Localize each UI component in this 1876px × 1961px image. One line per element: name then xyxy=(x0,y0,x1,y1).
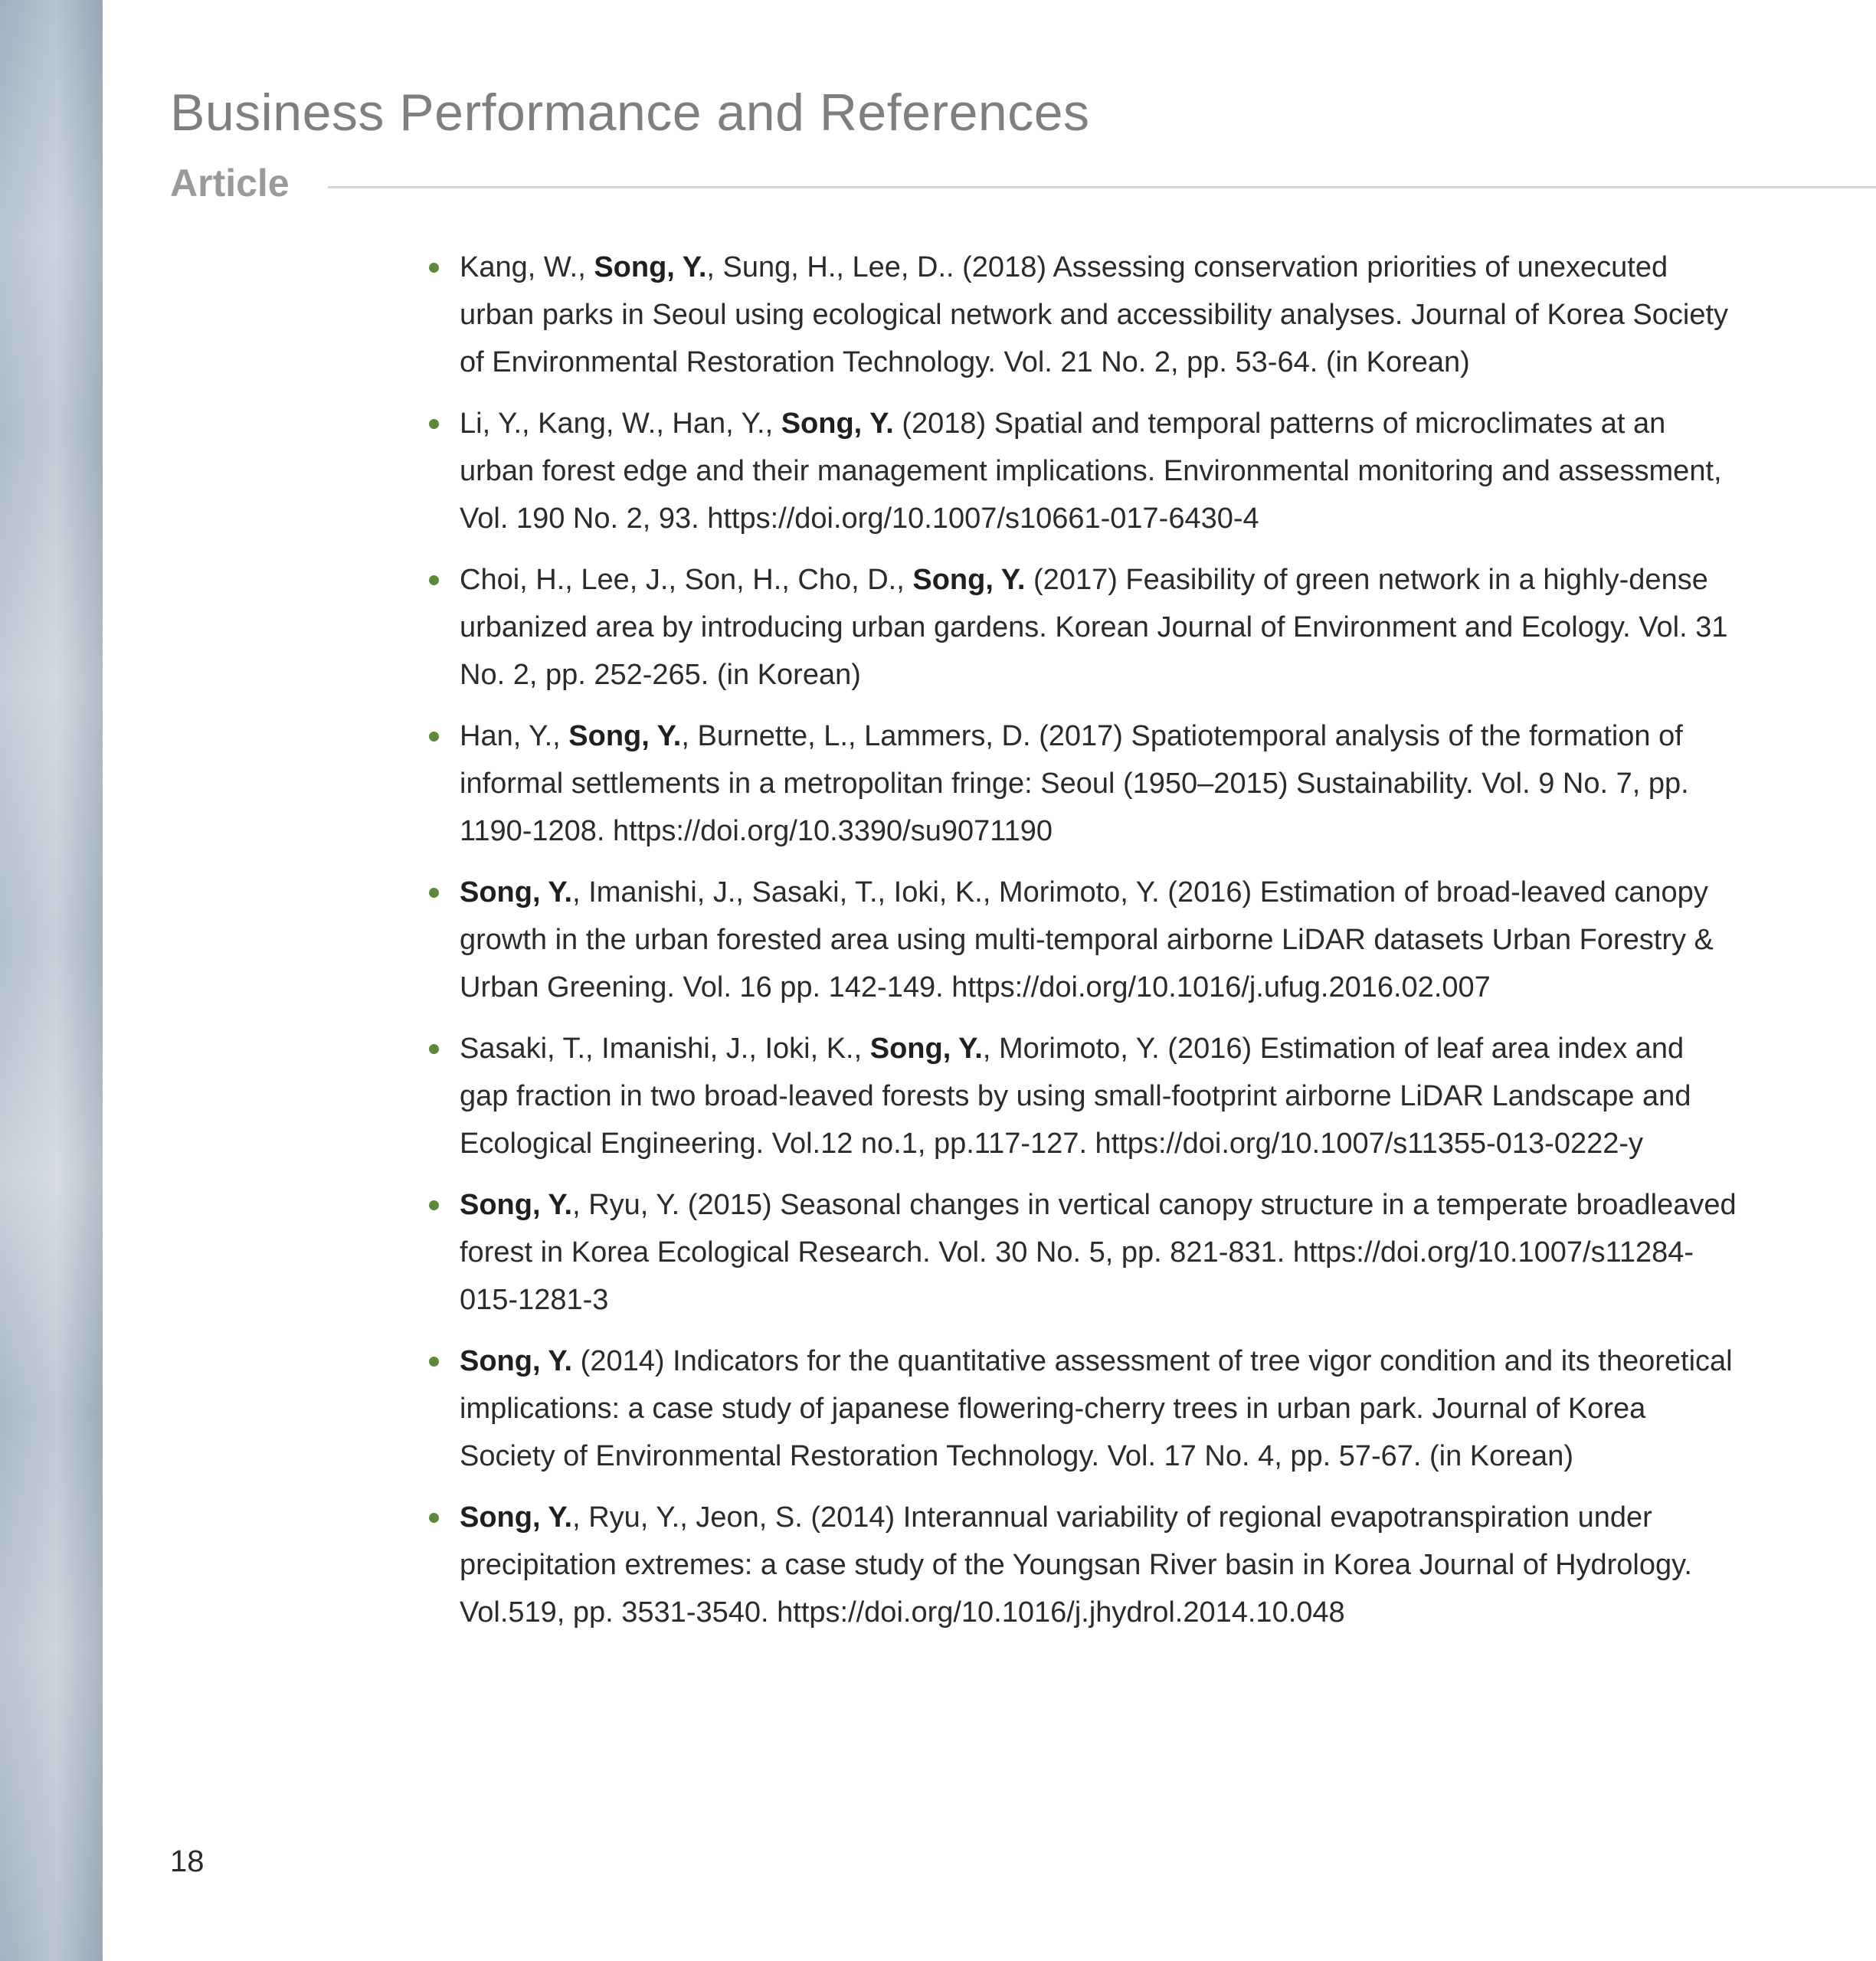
reference-item xyxy=(423,244,1740,386)
bullet-icon xyxy=(429,888,439,898)
reference-list xyxy=(423,244,1740,1650)
highlighted-author: Song, Y. xyxy=(460,1345,573,1377)
decorative-side-strip xyxy=(0,0,103,1961)
highlighted-author: Song, Y. xyxy=(568,720,682,752)
section-label: Article xyxy=(170,162,290,205)
highlighted-author: Song, Y. xyxy=(460,1189,573,1221)
reference-item xyxy=(423,400,1740,542)
reference-text: , Ryu, Y., Jeon, S. (2014) Interannual variability of regional evapotranspiration under precipitation extremes: a case study of the Youngsan River basin in Korea Journal of Hydrology. Vol.519, pp. 3531-3540. https://doi.org/10.1016/j.jhydrol.2014.10.048 xyxy=(460,1501,1692,1629)
reference-item xyxy=(423,1337,1740,1480)
reference-authors-before: Li, Y., Kang, W., Han, Y., xyxy=(460,408,781,440)
bullet-icon xyxy=(429,1357,439,1367)
highlighted-author: Song, Y. xyxy=(460,1501,573,1534)
reference-item xyxy=(423,556,1740,699)
highlighted-author: Song, Y. xyxy=(594,251,707,283)
reference-text: (2014) Indicators for the quantitative assessment of tree vigor condition and its theoretical implications: a case study of japanese flowering-cherry trees in urban park. Journal of Korea Society of Environmental Restoration Technology. Vol. 17 No. 4, pp. 57-67. (in Korean) xyxy=(460,1345,1733,1472)
reference-authors-before: Kang, W., xyxy=(460,251,594,283)
reference-text: (2018) Spatial and temporal patterns of microclimates at an urban forest edge and their management implications. Environmental monitoring and assessment, Vol. 190 No. 2, 93. https://doi.org/10.1007/s10661-017-6430-4 xyxy=(460,408,1722,535)
bullet-icon xyxy=(429,1513,439,1523)
highlighted-author: Song, Y. xyxy=(869,1033,983,1065)
page-title: Business Performance and References xyxy=(170,83,1090,142)
section-divider xyxy=(328,186,1876,188)
reference-item xyxy=(423,1494,1740,1636)
reference-authors-before: Sasaki, T., Imanishi, J., Ioki, K., xyxy=(460,1033,870,1065)
bullet-icon xyxy=(429,1044,439,1054)
reference-text: , Sung, H., Lee, D.. (2018) Assessing conservation priorities of unexecuted urban parks in Seoul using ecological network and accessibility analyses. Journal of Korea Society of Environmental Restoration Technology. Vol. 21 No. 2, pp. 53-64. (in Korean) xyxy=(460,251,1729,378)
bullet-icon xyxy=(429,419,439,429)
reference-item xyxy=(423,712,1740,855)
section-header xyxy=(170,161,1876,207)
highlighted-author: Song, Y. xyxy=(460,876,573,908)
highlighted-author: Song, Y. xyxy=(781,408,894,440)
reference-text: (2017) Feasibility of green network in a highly-dense urbanized area by introducing urban gardens. Korean Journal of Environment and Ecology. Vol. 31 No. 2, pp. 252-265. (in Korean) xyxy=(460,564,1728,691)
bullet-icon xyxy=(429,263,439,273)
bullet-icon xyxy=(429,1200,439,1210)
reference-text: , Imanishi, J., Sasaki, T., Ioki, K., Morimoto, Y. (2016) Estimation of broad-leaved canopy growth in the urban forested area using multi-temporal airborne LiDAR datasets Urban Forestry & Urban Greening. Vol. 16 pp. 142-149. https://doi.org/10.1016/j.ufug.2016.02.007 xyxy=(460,876,1714,1003)
page-number: 18 xyxy=(170,1845,205,1878)
reference-text: , Ryu, Y. (2015) Seasonal changes in vertical canopy structure in a temperate broadleaved forest in Korea Ecological Research. Vol. 30 No. 5, pp. 821-831. https://doi.org/10.1007/s11284-015-1281-3 xyxy=(460,1189,1737,1316)
reference-item xyxy=(423,1181,1740,1324)
reference-text: , Burnette, L., Lammers, D. (2017) Spatiotemporal analysis of the formation of informal settlements in a metropolitan fringe: Seoul (1950–2015) Sustainability. Vol. 9 No. 7, pp. 1190-1208. https://doi.org/10.3390/su9071190 xyxy=(460,720,1689,847)
reference-item xyxy=(423,869,1740,1011)
reference-authors-before: Han, Y., xyxy=(460,720,569,752)
highlighted-author: Song, Y. xyxy=(912,564,1026,596)
bullet-icon xyxy=(429,575,439,585)
reference-item xyxy=(423,1025,1740,1167)
bullet-icon xyxy=(429,732,439,742)
reference-text: , Morimoto, Y. (2016) Estimation of leaf area index and gap fraction in two broad-leaved forests by using small-footprint airborne LiDAR Landscape and Ecological Engineering. Vol.12 no.1, pp.117-127. https://doi.org/10.1007/s11355-013-0222-y xyxy=(460,1033,1691,1160)
reference-authors-before: Choi, H., Lee, J., Son, H., Cho, D., xyxy=(460,564,913,596)
